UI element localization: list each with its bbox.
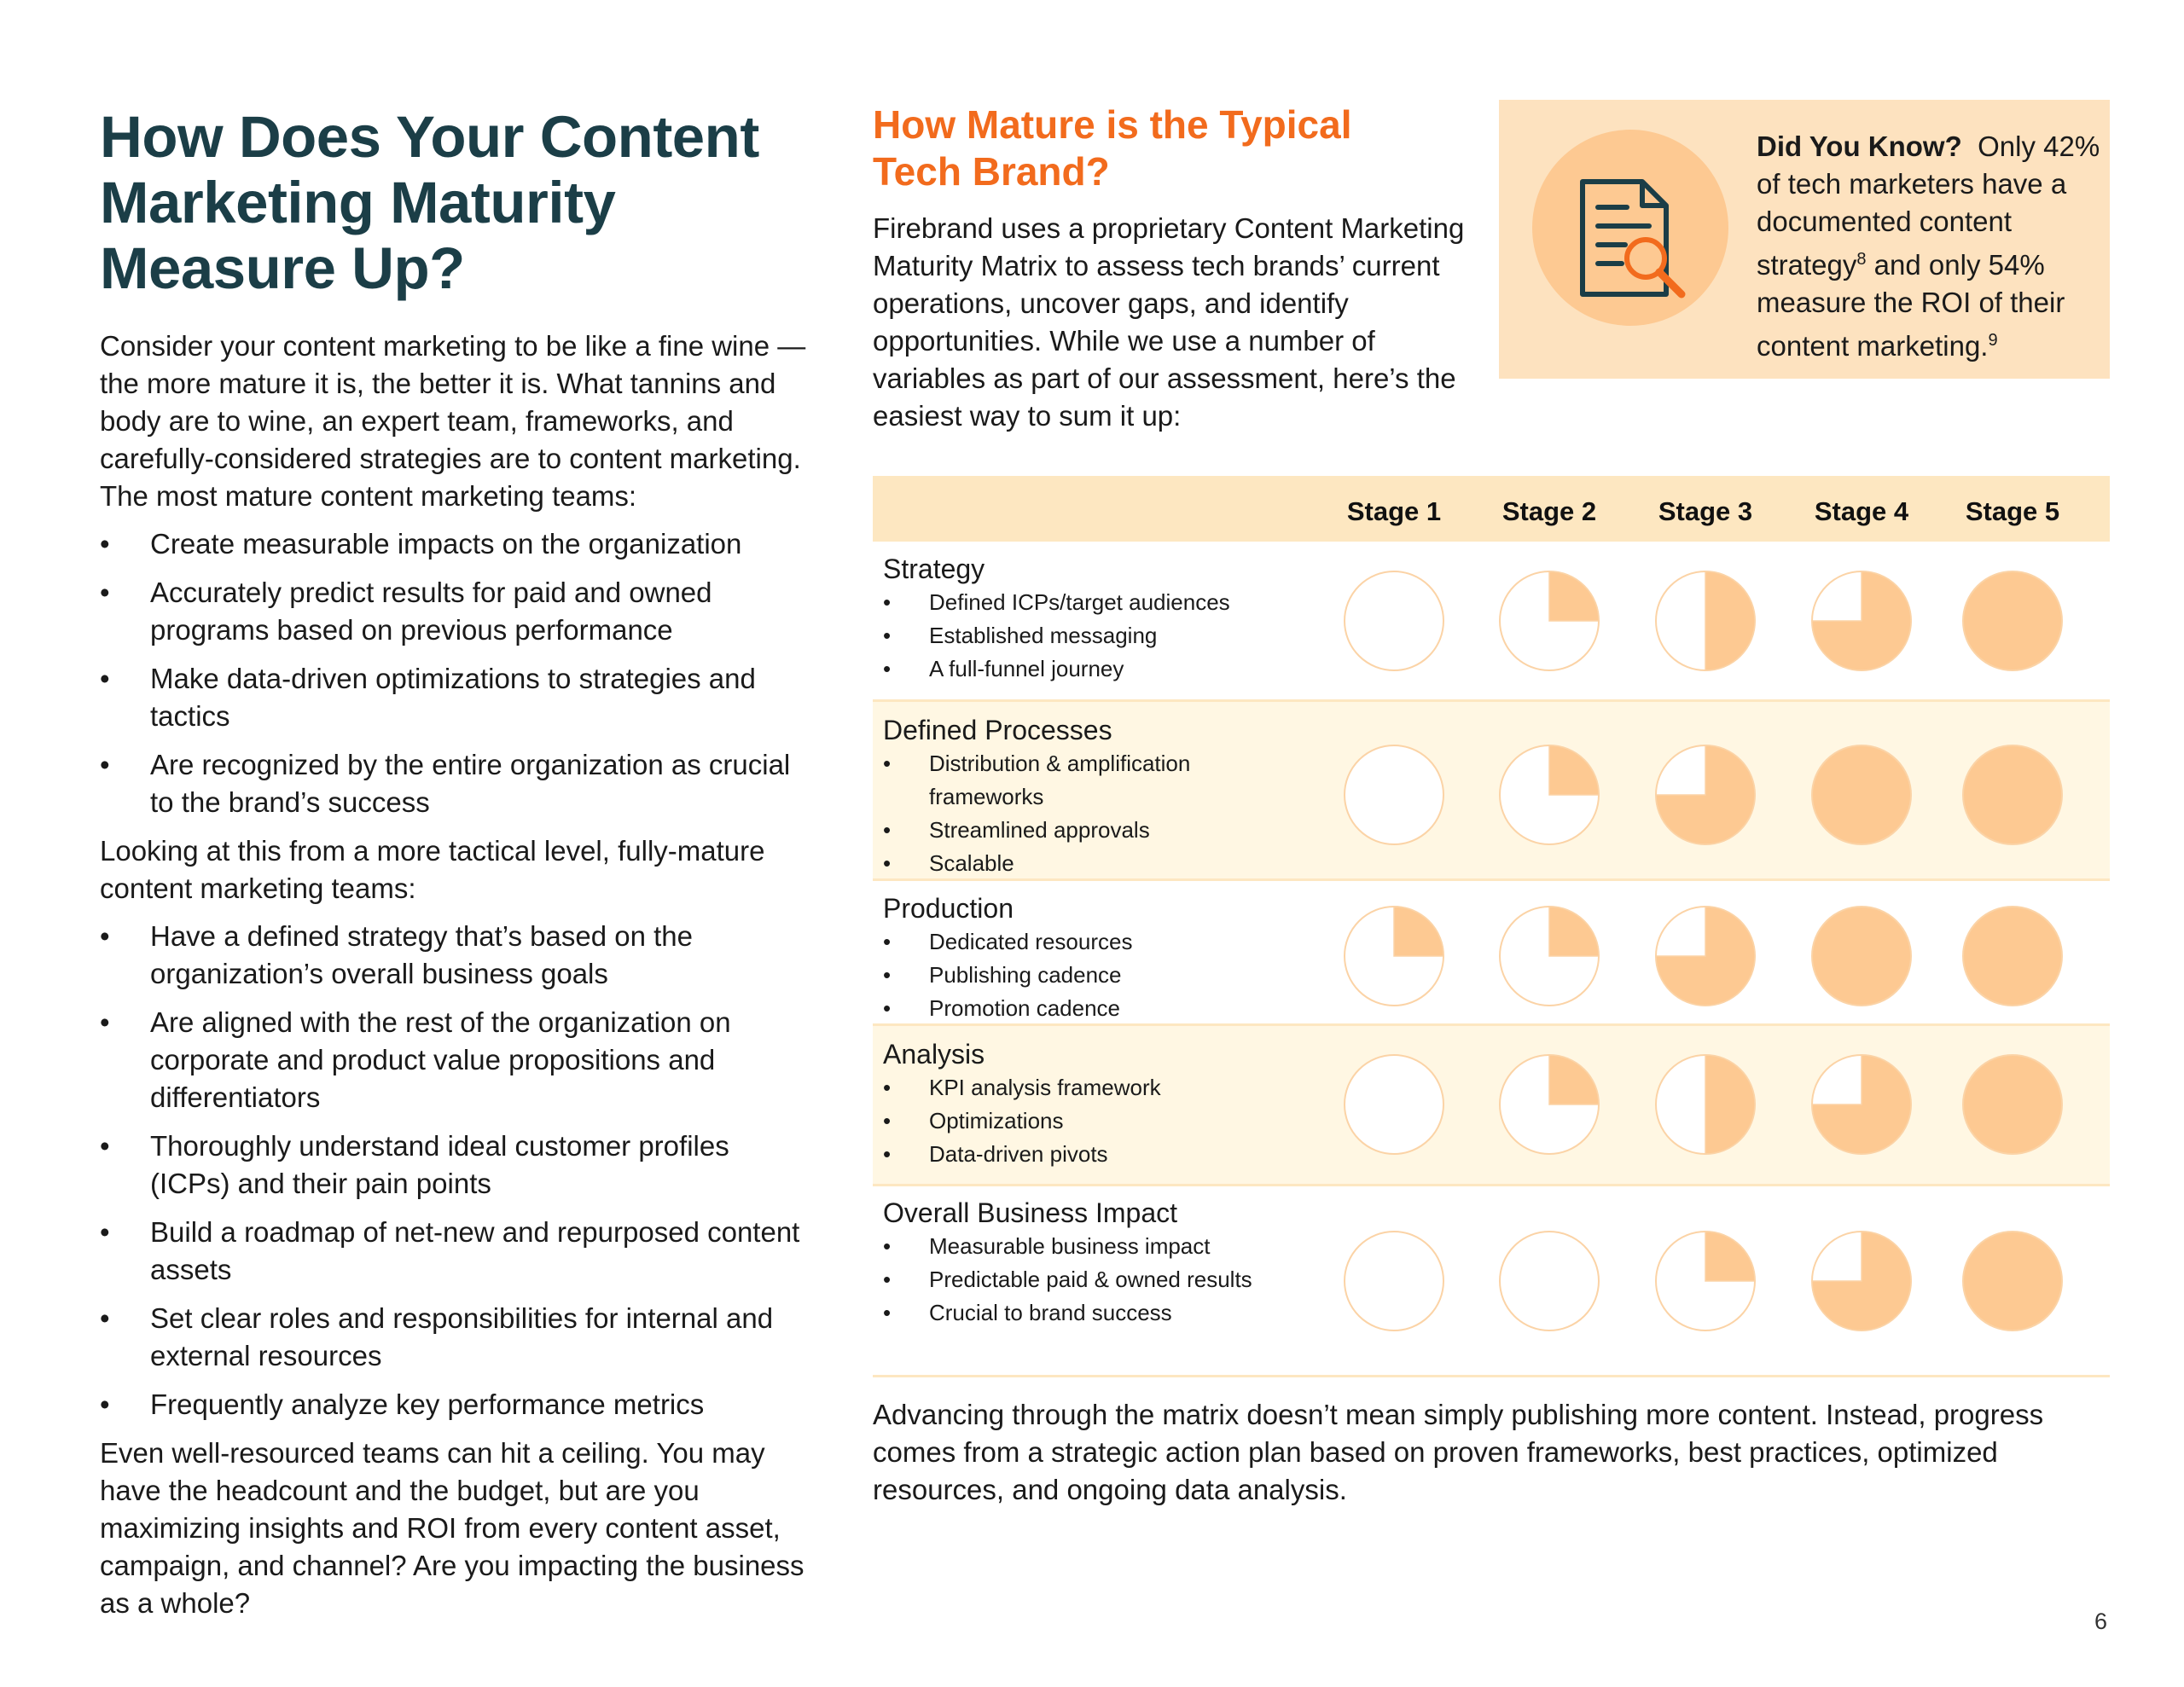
list-item: • Dedicated resources [883,925,1310,959]
maturity-pie [1961,1053,2064,1156]
bullet-icon: • [883,1075,892,1100]
list-item: • Set clear roles and responsibilities for internal and external resources [100,1300,816,1375]
bullet-icon: • [100,1388,110,1420]
document-search-icon [1572,175,1700,303]
maturity-pie [1498,905,1600,1007]
maturity-pie [1810,905,1913,1007]
row-title-defined-processes: Defined Processes [883,715,1112,745]
row-items-analysis [883,1071,1310,1171]
maturity-pie [1654,905,1757,1007]
divider [873,539,2110,542]
section-title: How Mature is the Typical Tech Brand? [873,102,1352,194]
maturity-pie [1961,570,2064,672]
bullet-icon: • [883,656,892,681]
maturity-pie [1654,1230,1757,1332]
stage-1-label: Stage 1 [1346,496,1442,526]
section-intro: Firebrand uses a proprietary Content Marketing Maturity Matrix to assess tech brands’ current operations, uncover gaps, and identify opportunities. While we use a number of variables as part of our assessment, here’s the easiest way to sum it up: [873,212,1465,432]
bullet-icon: • [100,528,110,559]
list-item: • A full-funnel journey [883,652,1310,686]
list-item: • Have a defined strategy that’s based on the organization’s overall business goals [100,918,816,993]
maturity-pie [1343,570,1445,672]
bullet-icon: • [100,1302,110,1334]
footnote-ref: 9 [1988,331,1998,350]
maturity-pie [1498,1053,1600,1156]
left-column [100,328,816,1632]
row-items-production [883,925,1310,1025]
bullet-icon: • [100,663,110,694]
list-item: • Make data-driven optimizations to strategies and tactics [100,660,816,735]
maturity-pie [1343,1053,1445,1156]
pie-fill-segment [1549,907,1599,956]
pie-fill-segment [1705,1232,1755,1281]
list-item: • KPI analysis framework [883,1071,1310,1104]
bullet-icon: • [883,995,892,1021]
page-title: How Does Your Content Marketing Maturity Measure Up? [100,104,759,301]
divider [873,1375,2110,1377]
bullet-icon: • [100,920,110,952]
row-title-strategy: Strategy [883,554,985,584]
list-item: • Established messaging [883,619,1310,652]
bullet-icon: • [883,817,892,843]
maturity-pie [1343,905,1445,1007]
bullet-icon: • [883,929,892,954]
row-items-strategy [883,586,1310,686]
maturity-pie [1343,1230,1445,1332]
bullet-icon: • [883,1300,892,1325]
list-item: • Distribution & amplification frameworks [883,747,1241,814]
list-item: • Crucial to brand success [883,1296,1310,1330]
list-item: • Thoroughly understand ideal customer profiles (ICPs) and their pain points [100,1128,816,1203]
list-item: • Data-driven pivots [883,1138,1310,1171]
bullet-icon: • [100,1130,110,1162]
stage-5-label: Stage 5 [1965,496,2060,526]
divider [873,699,2110,702]
bullet-icon: • [883,623,892,648]
page-number: 6 [2094,1609,2108,1634]
maturity-pie [1498,744,1600,846]
conclusion-paragraph: Advancing through the matrix doesn’t mean simply publishing more content. Instead, progress comes from a strategic action plan based on proven frameworks, best practices, optimized resources, and ongoing data analysis. [873,1399,2044,1505]
maturity-pie [1810,1230,1913,1332]
pie-fill-segment [1394,907,1443,956]
bullet-icon: • [100,577,110,608]
bullet-icon: • [883,1233,892,1259]
pie-fill-segment [1705,571,1755,670]
tactical-traits-list [100,918,816,1423]
divider [873,1184,2110,1186]
maturity-pie [1654,570,1757,672]
maturity-pie [1961,744,2064,846]
pie-fill-segment [1549,1055,1599,1104]
list-item: • Defined ICPs/target audiences [883,586,1310,619]
list-item: • Scalable [883,847,1241,880]
list-item: • Optimizations [883,1104,1310,1138]
bullet-icon: • [100,1006,110,1038]
maturity-pie [1810,744,1913,846]
closing-paragraph: Even well-resourced teams can hit a ceiling. You may have the headcount and the budget, but are you maximizing insights and ROI from every content asset, campaign, and channel? Are you impacting the business as a whole? [100,1437,804,1619]
maturity-pie [1961,1230,2064,1332]
maturity-pie [1498,1230,1600,1332]
bullet-icon: • [883,962,892,988]
list-item: • Accurately predict results for paid and owned programs based on previous performance [100,574,816,649]
footnote-ref: 8 [1856,250,1867,269]
tactical-intro-paragraph: Looking at this from a more tactical level, fully-mature content marketing teams: [100,835,765,904]
maturity-traits-list [100,525,816,821]
maturity-pie [1343,744,1445,846]
row-items-defined-processes [883,747,1241,880]
row-title-analysis: Analysis [883,1039,985,1070]
pie-fill-segment [1549,571,1599,621]
bullet-icon: • [100,1216,110,1248]
maturity-pie [1961,905,2064,1007]
callout-text: Did You Know? Only 42% of tech marketers have a documented content strategy$^8$ and only 54% measure the ROI of their content marketing.$^9$ [1757,130,2100,362]
maturity-pie [1654,1053,1757,1156]
list-item: • Are aligned with the rest of the organization on corporate and product value propositions and differentiators [100,1004,816,1116]
maturity-pie [1654,744,1757,846]
row-title-production: Production [883,893,1014,924]
stage-4-label: Stage 4 [1814,496,1909,526]
list-item: • Measurable business impact [883,1230,1310,1263]
pie-fill-segment [1705,1055,1755,1154]
intro-paragraph: Consider your content marketing to be like a fine wine — the more mature it is, the better it is. What tannins and body are to wine, an expert team, frameworks, and carefully-considered strategies are to content marketing. The most mature content marketing teams: [100,330,806,512]
list-item: • Build a roadmap of net-new and repurposed content assets [100,1214,816,1289]
list-item: • Streamlined approvals [883,814,1241,847]
bullet-icon: • [883,589,892,615]
stage-2-label: Stage 2 [1502,496,1597,526]
bullet-icon: • [883,1141,892,1167]
maturity-pie [1810,1053,1913,1156]
list-item: • Create measurable impacts on the organization [100,525,816,563]
callout-heading: Did You Know? [1757,130,1962,162]
list-item: • Promotion cadence [883,992,1310,1025]
maturity-pie [1498,570,1600,672]
bullet-icon: • [883,751,892,776]
bullet-icon: • [100,749,110,780]
list-item: • Predictable paid & owned results [883,1263,1310,1296]
row-items-overall-business-impact [883,1230,1310,1330]
row-title-overall-business-impact: Overall Business Impact [883,1197,1178,1228]
bullet-icon: • [883,1108,892,1133]
pie-fill-segment [1549,745,1599,795]
list-item: • Are recognized by the entire organization as crucial to the brand’s success [100,746,816,821]
bullet-icon: • [883,850,892,876]
bullet-icon: • [883,1267,892,1292]
maturity-pie [1810,570,1913,672]
stage-3-label: Stage 3 [1658,496,1753,526]
list-item: • Publishing cadence [883,959,1310,992]
list-item: • Frequently analyze key performance metrics [100,1386,816,1423]
